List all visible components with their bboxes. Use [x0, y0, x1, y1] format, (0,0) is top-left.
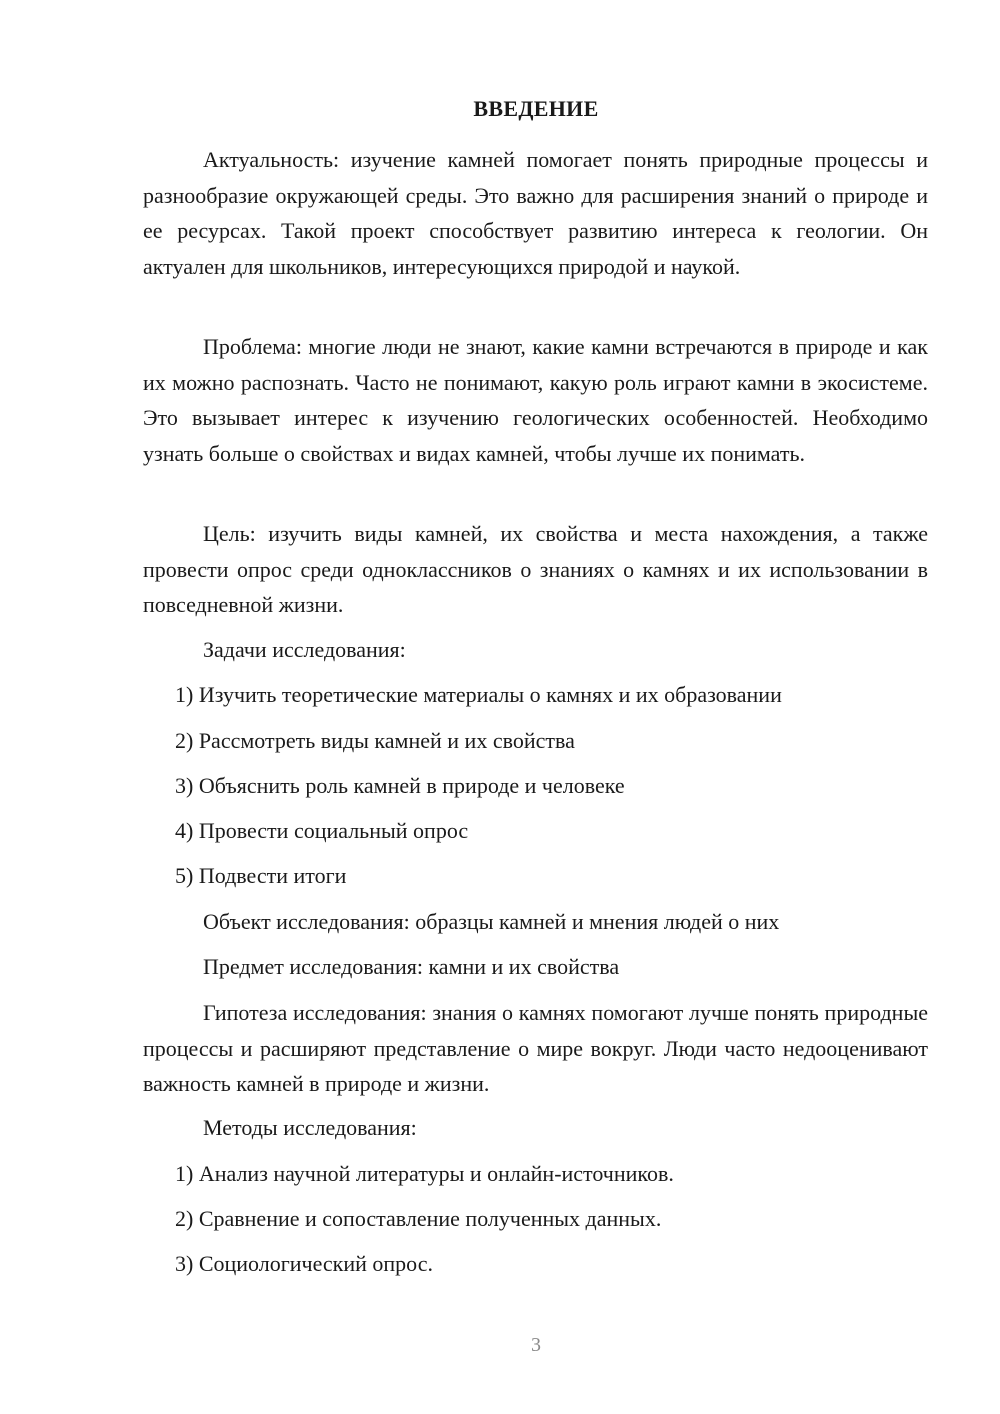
hypothesis-paragraph [143, 995, 928, 1102]
page-number: 3 [531, 1334, 541, 1356]
goal-paragraph [143, 516, 928, 623]
task-item [143, 813, 928, 849]
task-item-text: 4) Провести социальный опрос [175, 818, 469, 843]
method-item [143, 1246, 928, 1282]
object-block [143, 904, 928, 940]
task-item-text: 5) Подвести итоги [175, 863, 347, 888]
methods-heading: Методы исследования: [203, 1115, 417, 1140]
tasks-heading-block [143, 632, 928, 668]
subject-text: Предмет исследования: камни и их свойства [203, 954, 620, 979]
hypothesis-text: Гипотеза исследования: знания о камнях помогают лучше понять природные процессы и расширяют представление о мире вокруг. Люди часто недооценивают важность камней в природе и жизни. [143, 1000, 928, 1096]
relevance-paragraph [143, 142, 928, 284]
method-item [143, 1201, 928, 1237]
object-text: Объект исследования: образцы камней и мнения людей о них [203, 909, 780, 934]
task-item-text: 3) Объяснить роль камней в природе и человеке [175, 773, 625, 798]
goal-text: Цель: изучить виды камней, их свойства и места нахождения, а также провести опрос среди одноклассников о знаниях о камнях и их использовании в повседневной жизни. [143, 521, 928, 617]
method-item-text: 1) Анализ научной литературы и онлайн-источников. [175, 1161, 674, 1186]
task-item [143, 677, 928, 713]
task-item [143, 768, 928, 804]
problem-paragraph [143, 329, 928, 471]
method-item-text: 2) Сравнение и сопоставление полученных данных. [175, 1206, 662, 1231]
method-item-text: 3) Социологический опрос. [175, 1251, 433, 1276]
task-item-text: 1) Изучить теоретические материалы о камнях и их образовании [175, 682, 782, 707]
section-title: ВВЕДЕНИЕ [473, 96, 599, 121]
methods-heading-block [143, 1110, 928, 1146]
subject-block [143, 949, 928, 985]
problem-text: Проблема: многие люди не знают, какие камни встречаются в природе и как их можно распознать. Часто не понимают, какую роль играют камни в экосистеме. Это вызывает интерес к изучению геологических особенностей. Необходимо узнать больше о свойствах и видах камней, чтобы лучше их понимать. [143, 334, 928, 466]
tasks-heading: Задачи исследования: [203, 637, 406, 662]
method-item [143, 1156, 928, 1192]
task-item [143, 858, 928, 894]
task-item-text: 2) Рассмотреть виды камней и их свойства [175, 728, 575, 753]
relevance-text: Актуальность: изучение камней помогает понять природные процессы и разнообразие окружающей среды. Это важно для расширения знаний о природе и ее ресурсах. Такой проект способствует развитию интереса к геологии. Он актуален для школьников, интересующихся природой и наукой. [143, 147, 928, 279]
task-item [143, 723, 928, 759]
